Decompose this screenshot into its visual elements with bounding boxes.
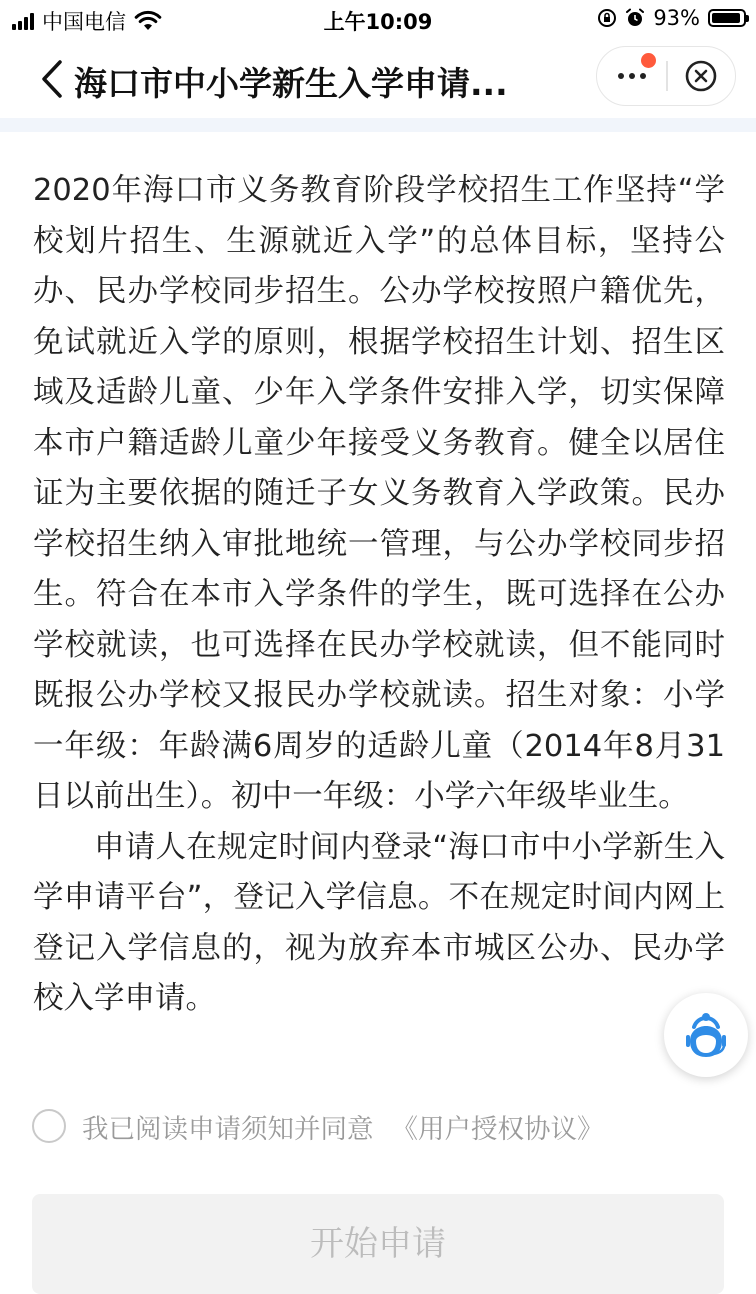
status-right	[597, 6, 746, 30]
nav-bar	[0, 40, 756, 118]
alarm-icon	[625, 8, 645, 28]
battery-icon	[708, 9, 746, 27]
start-application-button[interactable]: 开始申请	[32, 1194, 724, 1294]
more-button[interactable]	[597, 47, 666, 105]
agreement-checkbox[interactable]	[32, 1109, 66, 1143]
notification-badge	[641, 53, 656, 68]
circle-close-icon	[684, 59, 718, 93]
agreement-row	[32, 1106, 604, 1146]
rotation-lock-icon	[597, 8, 617, 28]
notice-paragraph-2: 申请人在规定时间内登录“海口市中小学新生入学申请平台”，登记入学信息。不在规定时间内网上登记入学信息的，视为放弃本市城区公办、民办学校入学申请。	[33, 829, 725, 1016]
user-agreement-link[interactable]: 《用户授权协议》	[391, 1113, 604, 1145]
battery-percent: 93%	[653, 6, 700, 30]
application-notice	[33, 166, 725, 1025]
chevron-left-icon[interactable]	[36, 58, 68, 100]
customer-service-icon	[678, 1007, 734, 1063]
agreement-text: 我已阅读申请须知并同意	[82, 1113, 374, 1145]
close-button[interactable]	[668, 47, 735, 105]
notice-paragraph-1: 2020年海口市义务教育阶段学校招生工作坚持“学校划片招生、生源就近入学”的总体目标，坚持公办、民办学校同步招生。公办学校按照户籍优先，免试就近入学的原则，根据学校招生计划、招生区域及适龄儿童、少年入学条件安排入学，切实保障本市户籍适龄儿童少年接受义务教育。健全以居住证为主要依据的随迁子女义务教育入学政策。民办学校招生纳入审批地统一管理，与公办学校同步招生。符合在本市入学条件的学生，既可选择在公办学校就读，也可选择在民办学校就读，但不能同时既报公办学校又报民办学校就读。招生对象：小学一年级：年龄满6周岁的适龄儿童（2014年8月31日以前出生）。初中一年级：小学六年级毕业生。	[33, 173, 725, 814]
customer-service-button[interactable]	[664, 993, 748, 1077]
page-title: 海口市中小学新生入学申请...	[74, 64, 508, 103]
more-dots-icon	[618, 73, 646, 79]
status-time: 上午10:09	[323, 10, 433, 34]
header-separator	[0, 118, 756, 132]
mini-program-capsule	[596, 46, 736, 106]
battery-fill	[712, 13, 740, 23]
status-bar	[0, 0, 756, 40]
carrier-label: 中国电信	[42, 10, 126, 34]
